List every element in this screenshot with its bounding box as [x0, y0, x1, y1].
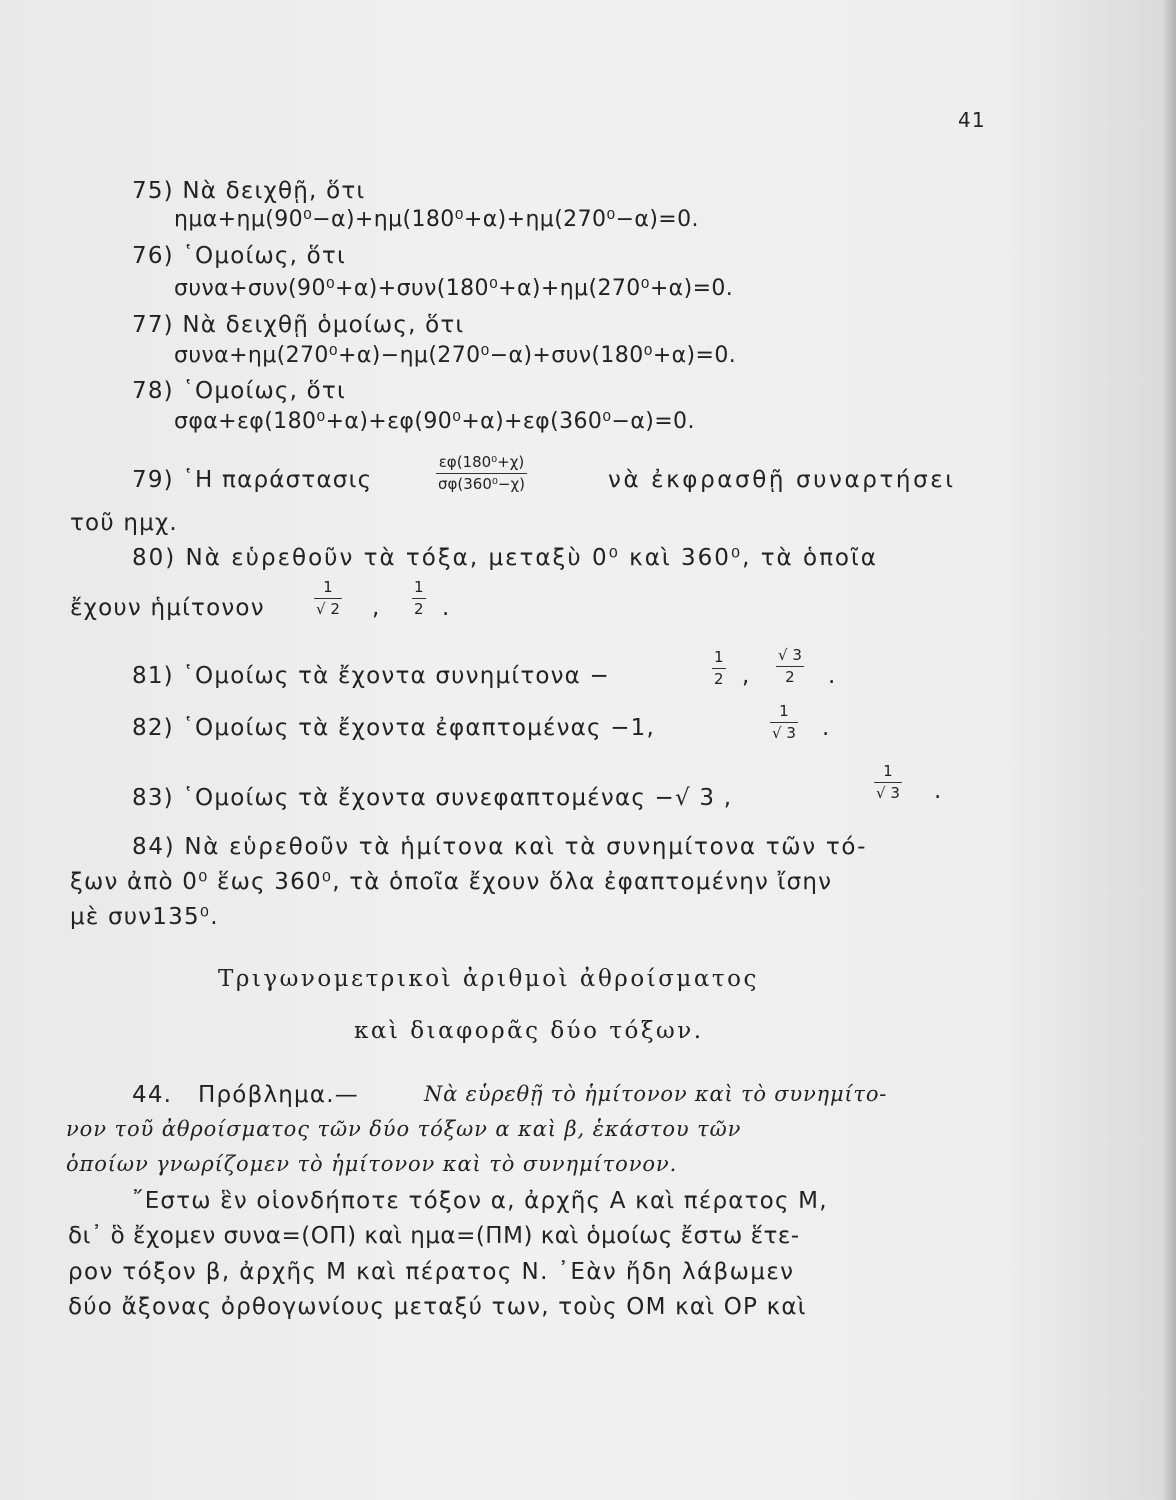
page-edge-shadow [1162, 0, 1176, 1500]
problem-83-text: 83) ῾Ομοίως τὰ ἔχοντα συνεφαπτομένας −√ 3 , [132, 785, 733, 811]
problem-81-text: 81) ῾Ομοίως τὰ ἔχοντα συνημίτονα − [132, 663, 611, 689]
problem-44-label: Πρόβλημα.— [198, 1082, 359, 1108]
fraction-denominator: 2 [714, 670, 724, 688]
problem-80-text: 80) Νὰ εὑρεθοῦν τὰ τόξα, μεταξὺ 0⁰ καὶ 360⁰, τὰ ὁποῖα [132, 545, 878, 571]
problem-79-text-end: τοῦ ημχ. [70, 510, 178, 536]
fraction-denominator: √ 3 [772, 724, 796, 742]
problem-78-label: 78) ῾Ομοίως, ὅτι [132, 378, 346, 404]
fraction-denominator: σφ(360⁰−χ) [438, 475, 525, 493]
problem-84-line-3: μὲ συν135⁰. [70, 904, 219, 930]
problem-81-fraction-1 [712, 650, 726, 687]
problem-80-fraction-2 [412, 580, 426, 617]
problem-83-fraction [874, 764, 902, 801]
section-heading-line-2: καὶ διαφορᾶς δύο τόξων. [354, 1018, 704, 1044]
problem-77-equation: συνα+ημ(270⁰+α)−ημ(270⁰−α)+συν(180⁰+α)=0. [174, 343, 737, 368]
fraction-separator: , [372, 595, 381, 621]
problem-82-end: . [822, 715, 831, 741]
fraction-numerator: 1 [779, 702, 789, 720]
fraction-numerator: √ 3 [778, 646, 802, 664]
body-line-1: ῎Εστω ἓν οἱονδήποτε τόξον α, ἀρχῆς Α καὶ πέρατος Μ, [132, 1188, 828, 1214]
problem-82-text: 82) ῾Ομοίως τὰ ἔχοντα ἐφαπτομένας −1, [132, 715, 656, 741]
page-number: 41 [958, 108, 986, 132]
fraction-denominator: 2 [414, 600, 424, 618]
body-line-4: δύο ἄξονας ὀρθογωνίους μεταξύ των, τοὺς ΟΜ καὶ ΟΡ καὶ [68, 1294, 807, 1320]
problem-76-label: 76) ῾Ομοίως, ὅτι [132, 243, 346, 269]
problem-83-end: . [934, 778, 943, 804]
problem-44-statement-line-3: ὁποίων γνωρίζομεν τὸ ἡμίτονον καὶ τὸ συνημίτονον. [66, 1152, 678, 1176]
problem-77-label: 77) Νὰ δειχθῇ ὁμοίως, ὅτι [132, 312, 465, 338]
body-line-2: δι᾽ ὃ ἔχομεν συνα=(ΟΠ) καὶ ημα=(ΠΜ) καὶ ὁμοίως ἔστω ἕτε- [68, 1223, 800, 1249]
problem-44-statement-line-1: Νὰ εὑρεθῇ τὸ ἡμίτονον καὶ τὸ συνημίτο- [424, 1082, 888, 1106]
problem-79-text: 79) ῾Η παράστασις [132, 467, 373, 493]
problem-81-fraction-2 [776, 648, 804, 685]
problem-75-label: 75) Νὰ δειχθῇ, ὅτι [132, 178, 366, 204]
fraction-separator: , [742, 663, 751, 689]
problem-75-equation: ημα+ημ(90⁰−α)+ημ(180⁰+α)+ημ(270⁰−α)=0. [174, 207, 699, 232]
fraction-numerator: 1 [883, 762, 893, 780]
fraction-numerator: εφ(180⁰+χ) [438, 453, 525, 471]
problem-81-end: . [828, 663, 837, 689]
problem-76-equation: συνα+συν(90⁰+α)+συν(180⁰+α)+ημ(270⁰+α)=0. [174, 276, 734, 301]
problem-80-text-continued: ἔχουν ἡμίτονον [70, 595, 265, 621]
fraction-numerator: 1 [714, 648, 724, 666]
problem-44-number: 44. [132, 1082, 173, 1108]
problem-84-line-2: ξων ἀπὸ 0⁰ ἕως 360⁰, τὰ ὁποῖα ἔχουν ὅλα ἐφαπτομένην ἴσην [70, 869, 833, 895]
problem-79-fraction [436, 455, 527, 492]
fraction-numerator: 1 [323, 578, 333, 596]
problem-80-end: . [442, 595, 451, 621]
fraction-numerator: 1 [414, 578, 424, 596]
problem-78-equation: σφα+εφ(180⁰+α)+εφ(90⁰+α)+εφ(360⁰−α)=0. [174, 409, 695, 434]
problem-80-fraction-1 [314, 580, 342, 617]
problem-84-line-1: 84) Νὰ εὑρεθοῦν τὰ ἡμίτονα καὶ τὰ συνημίτονα τῶν τό- [132, 834, 868, 860]
problem-82-fraction [770, 704, 798, 741]
fraction-denominator: √ 2 [316, 600, 340, 618]
body-line-3: ρον τόξον β, ἀρχῆς Μ καὶ πέρατος Ν. ᾿Εὰν ἤδη λάβωμεν [68, 1259, 795, 1285]
fraction-denominator: √ 3 [876, 784, 900, 802]
problem-79-text-continued: νὰ ἐκφρασθῇ συναρτήσει [608, 467, 956, 493]
section-heading-line-1: Τριγωνομετρικοὶ ἀριθμοὶ ἀθροίσματος [218, 966, 759, 992]
fraction-denominator: 2 [776, 666, 804, 685]
problem-44-statement-line-2: νον τοῦ ἀθροίσματος τῶν δύο τόξων α καὶ β, ἑκάστου τῶν [66, 1117, 742, 1141]
